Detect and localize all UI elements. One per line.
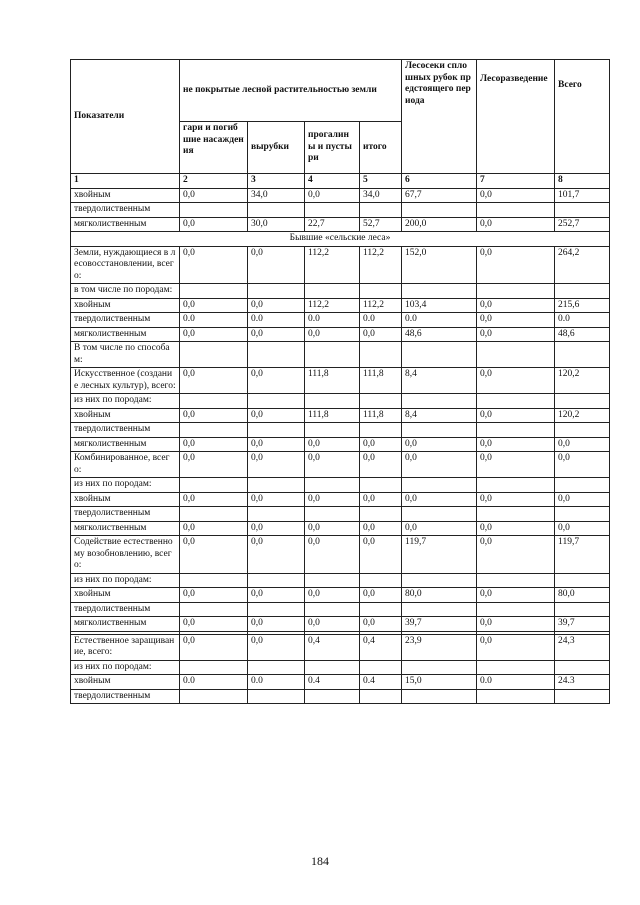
row-value: 0.4 <box>360 675 402 690</box>
row-value: 200,0 <box>402 217 477 232</box>
row-value <box>555 423 610 438</box>
row-value: 24.3 <box>555 675 610 690</box>
row-value <box>477 423 555 438</box>
row-label: мягколиственным <box>71 521 180 536</box>
row-value: 0,0 <box>180 634 248 660</box>
table-row <box>71 634 610 660</box>
table-row <box>71 342 610 368</box>
row-value: 0,0 <box>305 617 360 632</box>
row-value: 0,0 <box>180 492 248 507</box>
row-value: 0,0 <box>477 521 555 536</box>
row-value: 34,0 <box>248 188 305 203</box>
row-value: 0,0 <box>248 408 305 423</box>
row-value: 0,0 <box>360 437 402 452</box>
row-value: 0,0 <box>477 617 555 632</box>
table-row <box>71 452 610 478</box>
row-value <box>305 507 360 522</box>
row-value <box>248 478 305 493</box>
table-row <box>71 492 610 507</box>
column-number-row <box>71 174 610 189</box>
section-title: Бывшие «сельские леса» <box>71 232 610 247</box>
row-value: 0,0 <box>248 521 305 536</box>
row-value: 0,0 <box>180 217 248 232</box>
table-row <box>71 368 610 394</box>
row-value <box>360 660 402 675</box>
row-value <box>248 423 305 438</box>
row-value <box>248 573 305 588</box>
row-value: 0.0 <box>360 313 402 328</box>
row-value <box>402 507 477 522</box>
header-not-covered: не покрытые лесной растительностью земли <box>180 60 402 122</box>
row-value: 30,0 <box>248 217 305 232</box>
row-value: 0,0 <box>180 588 248 603</box>
row-label: в том числе по породам: <box>71 284 180 299</box>
row-value: 0.0 <box>180 675 248 690</box>
row-value: 39,7 <box>402 617 477 632</box>
row-value <box>402 478 477 493</box>
row-value <box>360 394 402 409</box>
row-value <box>402 573 477 588</box>
row-value: 0,0 <box>360 536 402 574</box>
row-value <box>477 342 555 368</box>
row-value <box>180 689 248 704</box>
table-row <box>71 188 610 203</box>
row-value <box>360 478 402 493</box>
row-value: 111,8 <box>360 368 402 394</box>
row-value <box>305 689 360 704</box>
table-row <box>71 284 610 299</box>
row-value <box>305 478 360 493</box>
row-value: 120,2 <box>555 368 610 394</box>
row-value <box>360 689 402 704</box>
row-value: 0,0 <box>248 327 305 342</box>
table-row <box>71 327 610 342</box>
row-value <box>360 203 402 218</box>
table-row <box>71 588 610 603</box>
row-label: хвойным <box>71 408 180 423</box>
row-value: 0,0 <box>360 452 402 478</box>
header-clearcuts: Лесосеки сплошных рубок предстоящего периода <box>402 60 477 174</box>
row-label: мягколиственным <box>71 217 180 232</box>
row-value <box>555 478 610 493</box>
row-value <box>248 602 305 617</box>
table-row <box>71 217 610 232</box>
row-value: 0.0 <box>180 313 248 328</box>
row-value: 0,0 <box>477 437 555 452</box>
row-value: 0,0 <box>180 452 248 478</box>
row-value <box>555 660 610 675</box>
header-total: Всего <box>555 60 610 174</box>
row-label: Земли, нуждающиеся в лесовосстановлении, всего: <box>71 246 180 284</box>
row-label: В том числе по способам: <box>71 342 180 368</box>
row-value: 120,2 <box>555 408 610 423</box>
row-value <box>555 573 610 588</box>
row-label: Комбинированное, всего: <box>71 452 180 478</box>
row-value: 0.0 <box>402 313 477 328</box>
row-value <box>477 394 555 409</box>
row-value: 0,0 <box>477 246 555 284</box>
row-value <box>402 423 477 438</box>
row-value <box>305 284 360 299</box>
row-value <box>180 342 248 368</box>
table-row <box>71 573 610 588</box>
row-value: 0,0 <box>477 217 555 232</box>
table-row <box>71 246 610 284</box>
row-label: хвойным <box>71 492 180 507</box>
row-value: 0,0 <box>402 492 477 507</box>
row-label: хвойным <box>71 588 180 603</box>
row-value: 0,0 <box>305 521 360 536</box>
row-value <box>248 203 305 218</box>
row-value: 101,7 <box>555 188 610 203</box>
table-row <box>71 437 610 452</box>
row-value: 15,0 <box>402 675 477 690</box>
row-value: 22,7 <box>305 217 360 232</box>
row-value <box>305 394 360 409</box>
row-value: 264,2 <box>555 246 610 284</box>
row-value: 0,0 <box>305 327 360 342</box>
row-value: 48,6 <box>402 327 477 342</box>
table-row <box>71 675 610 690</box>
row-value: 0,0 <box>180 437 248 452</box>
row-value <box>180 394 248 409</box>
row-value: 0,0 <box>248 437 305 452</box>
row-value: 0.4 <box>305 675 360 690</box>
row-value: 0,0 <box>477 588 555 603</box>
row-label: твердолиственным <box>71 203 180 218</box>
row-label: мягколиственным <box>71 437 180 452</box>
row-value: 48,6 <box>555 327 610 342</box>
row-label: Естественное заращивание, всего: <box>71 634 180 660</box>
header-glades: прогалины и пустыри <box>305 122 360 174</box>
row-value: 0,0 <box>555 437 610 452</box>
table-row <box>71 602 610 617</box>
table-row <box>71 689 610 704</box>
row-label: твердолиственным <box>71 423 180 438</box>
row-value: 0,0 <box>477 327 555 342</box>
row-value: 0.0 <box>555 313 610 328</box>
column-number: 8 <box>555 174 610 189</box>
row-label: хвойным <box>71 298 180 313</box>
row-label: Содействие естественному возобновлению, всего: <box>71 536 180 574</box>
row-value <box>305 423 360 438</box>
row-value <box>180 478 248 493</box>
row-value <box>248 342 305 368</box>
row-value: 0,0 <box>248 246 305 284</box>
row-value <box>402 284 477 299</box>
row-value: 0,0 <box>305 452 360 478</box>
row-value <box>555 394 610 409</box>
row-value: 103,4 <box>402 298 477 313</box>
row-value: 0,0 <box>180 188 248 203</box>
row-value: 0,0 <box>248 298 305 313</box>
row-value: 0,0 <box>360 521 402 536</box>
row-value: 0,0 <box>180 327 248 342</box>
row-value: 0,0 <box>180 408 248 423</box>
row-value <box>360 284 402 299</box>
table-row <box>71 478 610 493</box>
row-value: 119,7 <box>402 536 477 574</box>
page-number: 184 <box>311 854 329 868</box>
row-value <box>305 573 360 588</box>
row-value: 39,7 <box>555 617 610 632</box>
row-label: Искусственное (создание лесных культур), всего: <box>71 368 180 394</box>
column-number: 2 <box>180 174 248 189</box>
forest-table <box>70 59 610 704</box>
row-value: 0,4 <box>305 634 360 660</box>
row-value <box>360 423 402 438</box>
column-number: 7 <box>477 174 555 189</box>
row-label: хвойным <box>71 188 180 203</box>
row-value: 0,0 <box>180 298 248 313</box>
row-value: 0,0 <box>305 188 360 203</box>
row-value: 111,8 <box>305 368 360 394</box>
column-number: 4 <box>305 174 360 189</box>
row-label: твердолиственным <box>71 313 180 328</box>
row-value: 0,0 <box>477 368 555 394</box>
row-value: 112,2 <box>360 298 402 313</box>
row-value <box>305 660 360 675</box>
table-row <box>71 536 610 574</box>
row-value: 0.0 <box>248 675 305 690</box>
header-subtotal: итого <box>360 122 402 174</box>
section-row <box>71 232 610 247</box>
row-value: 0,0 <box>248 634 305 660</box>
row-value: 0,0 <box>180 536 248 574</box>
row-value <box>555 507 610 522</box>
row-value <box>402 203 477 218</box>
row-value <box>180 660 248 675</box>
row-label: из них по породам: <box>71 478 180 493</box>
row-value: 0.0 <box>477 675 555 690</box>
row-value <box>360 602 402 617</box>
table-row <box>71 408 610 423</box>
row-value: 0,0 <box>305 536 360 574</box>
row-value: 0,0 <box>402 452 477 478</box>
column-number: 6 <box>402 174 477 189</box>
header-forest-dev: Лесоразведение <box>477 60 555 174</box>
row-value: 0,0 <box>555 521 610 536</box>
row-value: 0,0 <box>477 492 555 507</box>
row-value <box>555 203 610 218</box>
row-value: 52,7 <box>360 217 402 232</box>
row-value <box>477 660 555 675</box>
table-row <box>71 507 610 522</box>
row-value: 0,0 <box>360 492 402 507</box>
row-label: из них по породам: <box>71 573 180 588</box>
row-value <box>477 203 555 218</box>
column-number: 5 <box>360 174 402 189</box>
column-number: 3 <box>248 174 305 189</box>
header-indicators: Показатели <box>71 60 180 174</box>
row-value: 0,0 <box>180 521 248 536</box>
row-value <box>477 284 555 299</box>
header-cuttings: вырубки <box>248 122 305 174</box>
row-value: 152,0 <box>402 246 477 284</box>
row-value: 0,0 <box>360 327 402 342</box>
row-value: 0,0 <box>248 492 305 507</box>
row-label: из них по породам: <box>71 394 180 409</box>
row-value <box>555 689 610 704</box>
row-value: 8,4 <box>402 408 477 423</box>
row-value <box>248 507 305 522</box>
row-value: 0,0 <box>555 492 610 507</box>
row-value: 0,0 <box>360 617 402 632</box>
row-value: 215,6 <box>555 298 610 313</box>
row-value: 112,2 <box>305 246 360 284</box>
row-label: твердолиственным <box>71 507 180 522</box>
row-label: твердолиственным <box>71 689 180 704</box>
row-value <box>180 423 248 438</box>
row-value <box>360 342 402 368</box>
row-value <box>555 602 610 617</box>
row-value <box>305 602 360 617</box>
row-value <box>248 660 305 675</box>
row-value: 111,8 <box>305 408 360 423</box>
row-value: 0,0 <box>180 368 248 394</box>
row-value: 0,0 <box>248 536 305 574</box>
table-row <box>71 298 610 313</box>
row-value <box>180 284 248 299</box>
row-value <box>402 342 477 368</box>
row-value: 0,0 <box>248 588 305 603</box>
row-value: 0,0 <box>248 368 305 394</box>
row-value <box>402 689 477 704</box>
row-value <box>248 394 305 409</box>
row-value <box>477 478 555 493</box>
row-value: 0,0 <box>477 188 555 203</box>
row-value: 0,0 <box>477 634 555 660</box>
row-value <box>248 284 305 299</box>
column-number: 1 <box>71 174 180 189</box>
row-value <box>477 507 555 522</box>
row-value <box>402 394 477 409</box>
row-value: 34,0 <box>360 188 402 203</box>
row-value: 24,3 <box>555 634 610 660</box>
row-value: 111,8 <box>360 408 402 423</box>
row-value: 252,7 <box>555 217 610 232</box>
row-value <box>180 203 248 218</box>
table-row <box>71 394 610 409</box>
row-value: 0,0 <box>402 437 477 452</box>
row-value <box>360 507 402 522</box>
row-value: 0,0 <box>305 588 360 603</box>
row-value: 0,0 <box>477 313 555 328</box>
row-value: 0,0 <box>477 452 555 478</box>
row-value: 0,0 <box>180 617 248 632</box>
row-value: 67,7 <box>402 188 477 203</box>
row-value: 0,0 <box>555 452 610 478</box>
row-value <box>402 602 477 617</box>
row-label: мягколиственным <box>71 617 180 632</box>
row-value: 80,0 <box>555 588 610 603</box>
row-value <box>248 689 305 704</box>
row-label: хвойным <box>71 675 180 690</box>
table-row <box>71 660 610 675</box>
header-burnt: гари и погибшие насаждения <box>180 122 248 174</box>
row-value: 0,0 <box>180 246 248 284</box>
row-value: 0,0 <box>402 521 477 536</box>
row-value: 119,7 <box>555 536 610 574</box>
row-value: 0,0 <box>477 408 555 423</box>
row-value: 0,0 <box>305 492 360 507</box>
row-value: 0,4 <box>360 634 402 660</box>
row-value: 0,0 <box>305 437 360 452</box>
row-value <box>477 689 555 704</box>
row-value <box>180 507 248 522</box>
row-value: 80,0 <box>402 588 477 603</box>
table-row <box>71 313 610 328</box>
row-value: 0.0 <box>248 313 305 328</box>
row-value <box>402 660 477 675</box>
row-value: 0,0 <box>477 536 555 574</box>
row-value: 8,4 <box>402 368 477 394</box>
row-value <box>555 342 610 368</box>
table-row <box>71 521 610 536</box>
row-value <box>305 342 360 368</box>
row-value: 0,0 <box>248 617 305 632</box>
row-value: 0.0 <box>305 313 360 328</box>
row-value <box>477 573 555 588</box>
table-row <box>71 423 610 438</box>
row-value <box>180 602 248 617</box>
table-row <box>71 203 610 218</box>
table-row <box>71 617 610 632</box>
row-value: 0,0 <box>360 588 402 603</box>
row-value: 23,9 <box>402 634 477 660</box>
row-value <box>360 573 402 588</box>
row-label: твердолиственным <box>71 602 180 617</box>
row-value <box>305 203 360 218</box>
row-value <box>180 573 248 588</box>
row-value <box>555 284 610 299</box>
row-value <box>477 602 555 617</box>
row-label: из них по породам: <box>71 660 180 675</box>
row-value: 0,0 <box>477 298 555 313</box>
row-label: мягколиственным <box>71 327 180 342</box>
row-value: 112,2 <box>305 298 360 313</box>
row-value: 112,2 <box>360 246 402 284</box>
row-value: 0,0 <box>248 452 305 478</box>
